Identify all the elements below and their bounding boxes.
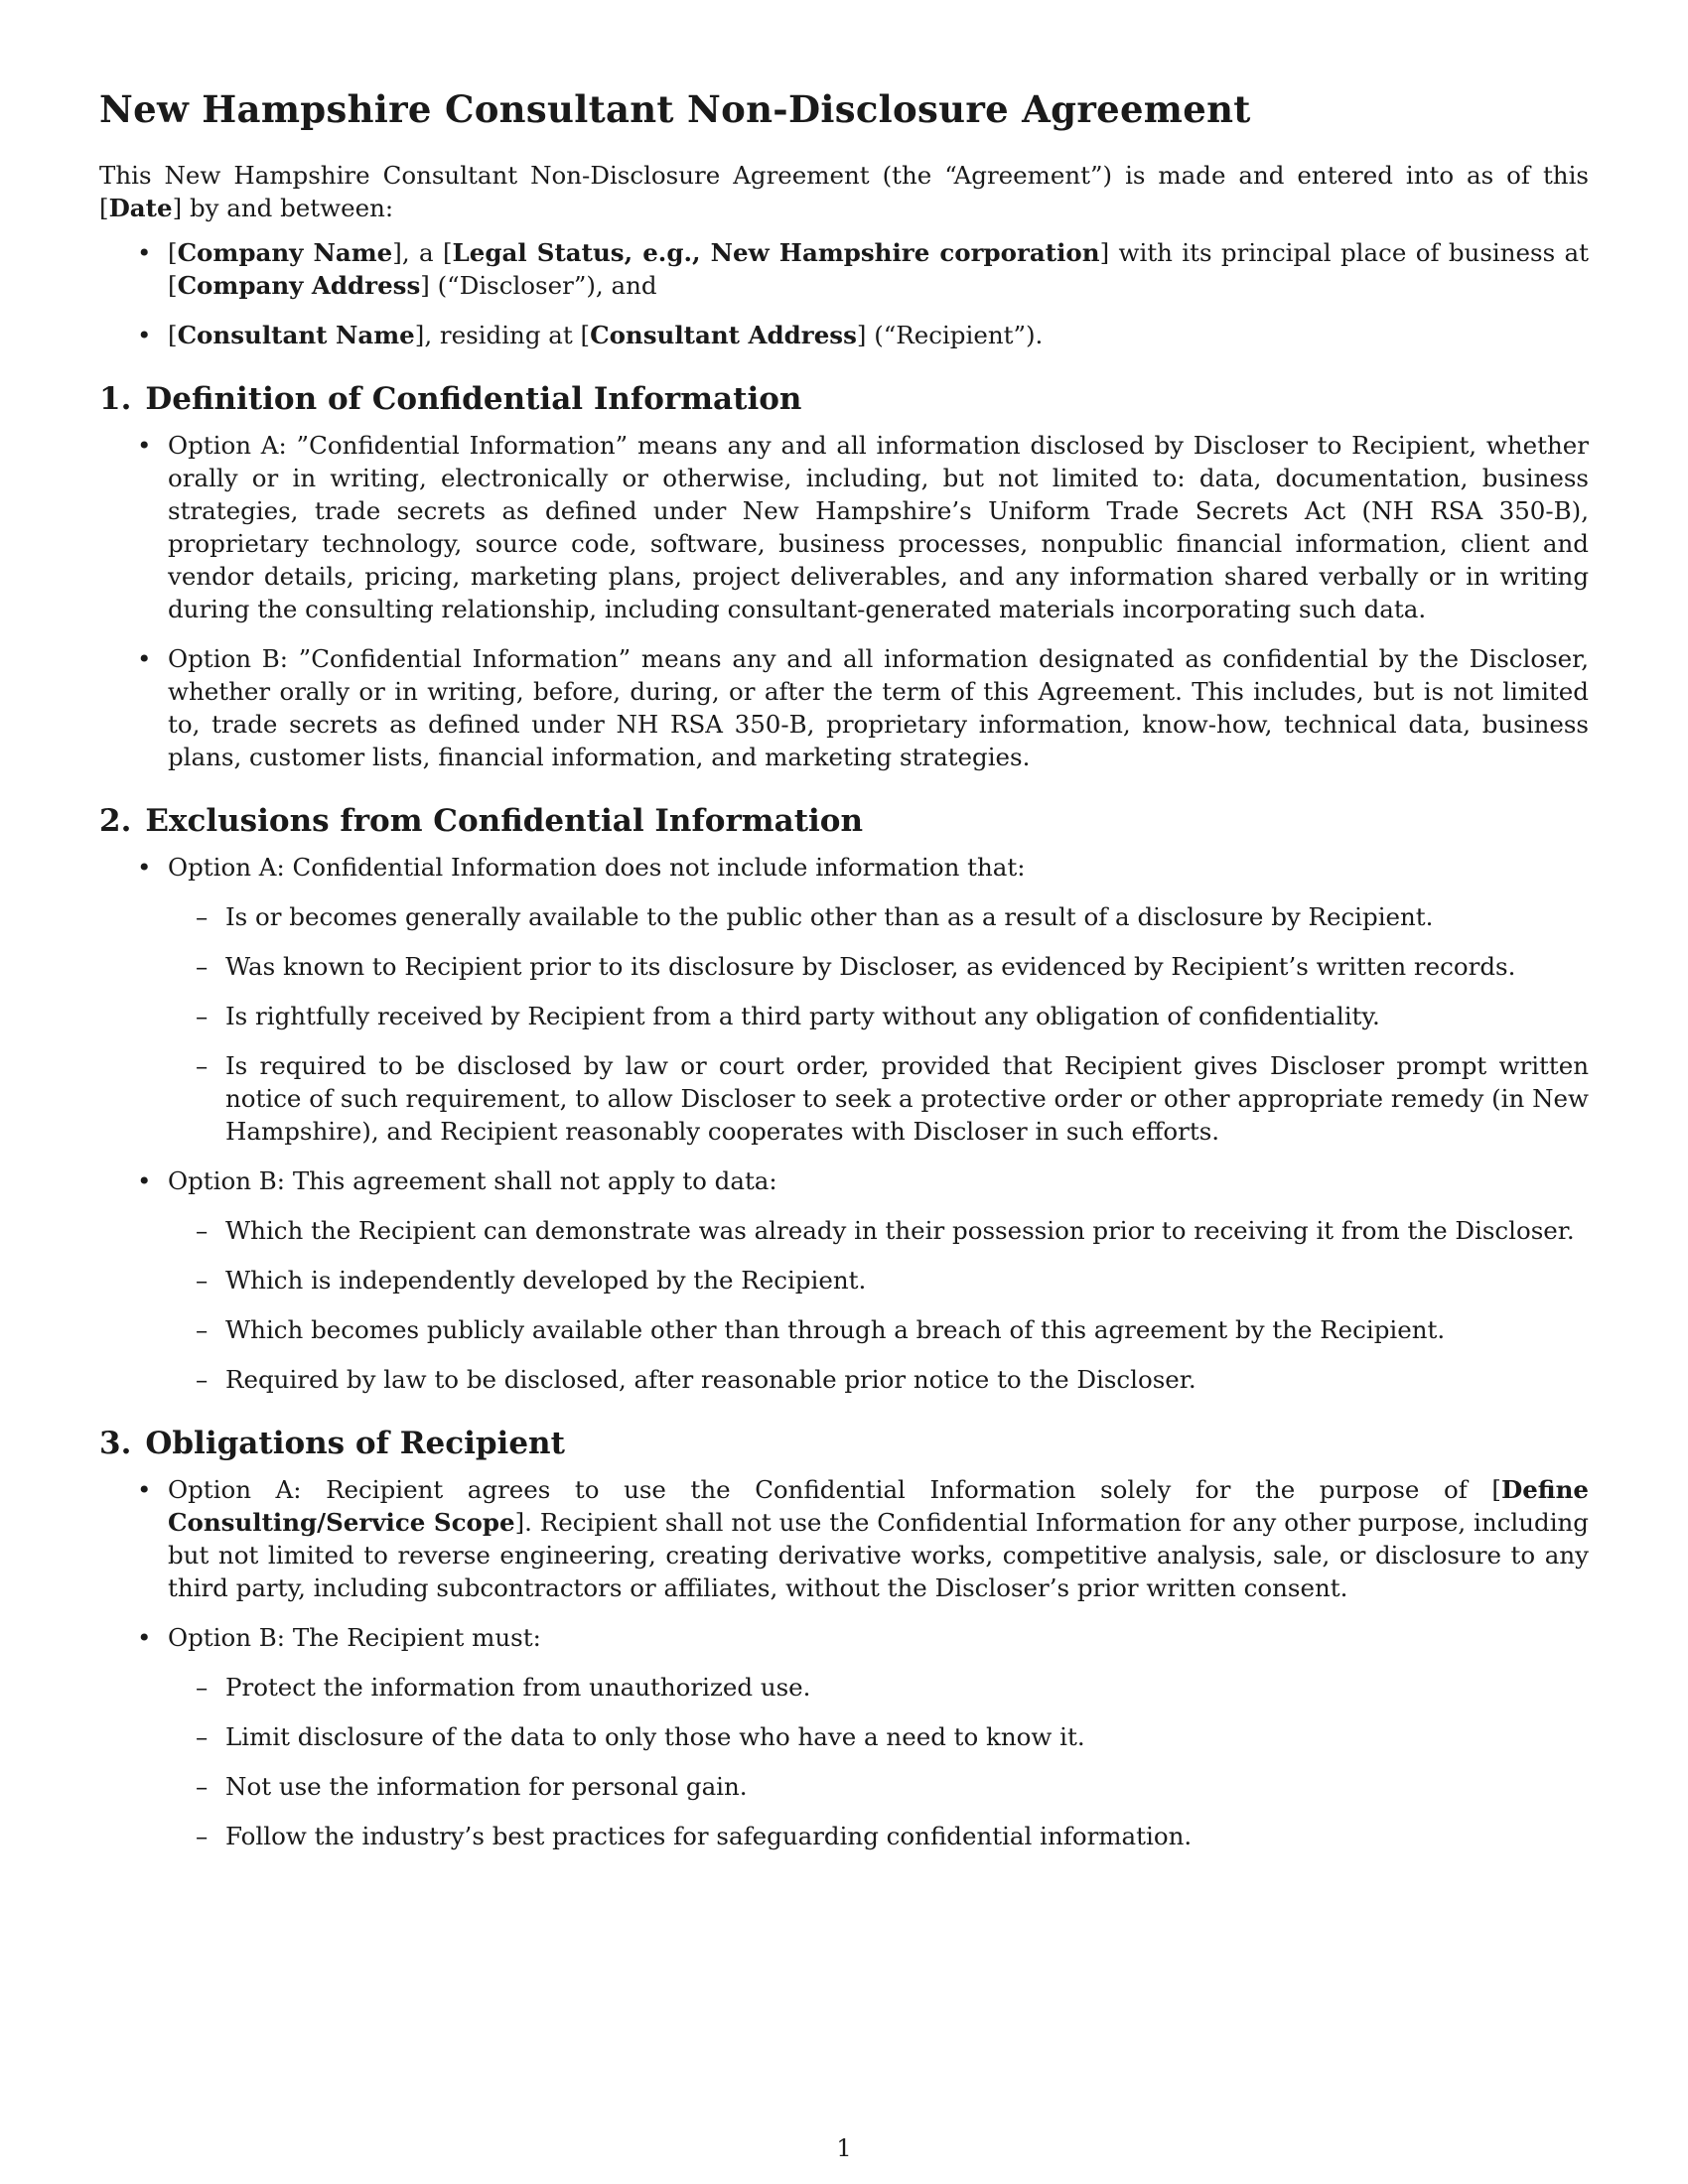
sub-item: [166, 1770, 1589, 1803]
bullet-icon: •: [137, 1166, 152, 1195]
section-title: Obligations of Recipient: [145, 1426, 565, 1461]
section-number: 1.: [99, 381, 132, 417]
sub-item: [166, 1049, 1589, 1148]
company-name-placeholder: Company Name: [177, 238, 393, 267]
option-item: [99, 429, 1589, 625]
party-recipient: [99, 319, 1589, 351]
option-text: ]. Recipient shall not use the Confidential Information for any other purpose, including but not limited to reverse engineering, creating derivative works, competitive analysis, sale, or disclosure to any third party, including subcontractors or affiliates, without the Discloser’s prior written consent.: [168, 1508, 1589, 1602]
section-options: [99, 1473, 1589, 1852]
sub-item: [166, 1000, 1589, 1032]
sub-list: [168, 1214, 1589, 1396]
sub-item: [166, 1820, 1589, 1852]
dash-icon: –: [196, 1673, 209, 1702]
intro-text: This New Hampshire Consultant Non-Disclosure Agreement (the “Agreement”) is made and entered into as of this [: [99, 161, 1589, 222]
party-discloser: [99, 236, 1589, 302]
bullet-icon: •: [137, 644, 152, 673]
document-title: New Hampshire Consultant Non-Disclosure Agreement: [99, 87, 1251, 131]
option-item: [99, 1621, 1589, 1852]
sub-item: [166, 900, 1589, 933]
section-heading: [99, 803, 1589, 839]
section-heading: [99, 381, 1589, 417]
option-text: Option A: Confidential Information does not include information that:: [168, 853, 1026, 882]
option-item: [99, 1164, 1589, 1396]
date-placeholder: Date: [108, 194, 173, 222]
intro-paragraph: [99, 159, 1589, 224]
section-number: 3.: [99, 1426, 132, 1461]
bullet-icon: •: [137, 431, 152, 460]
text-fragment: [: [168, 238, 178, 267]
parties-list: [99, 236, 1589, 351]
dash-icon: –: [196, 1315, 209, 1344]
option-text: Option B: ”Confidential Information” means any and all information designated as confidential by the Discloser, whether orally or in writing, before, during, or after the term of this Agreement. This includes, but is not limited to, trade secrets as defined under NH RSA 350-B, proprietary information, know-how, technical data, business plans, customer lists, financial information, and marketing strategies.: [168, 644, 1589, 771]
dash-icon: –: [196, 1216, 209, 1245]
sub-list: [168, 900, 1589, 1148]
sub-item-text: Is required to be disclosed by law or court order, provided that Recipient gives Discloser prompt written notice of such requirement, to allow Discloser to seek a protective order or other appropriate remedy (in New Hampshire), and Recipient reasonably cooperates with Discloser in such efforts.: [225, 1051, 1589, 1146]
scope-placeholder: Define Consulting/Service Scope: [168, 1475, 1589, 1537]
dash-icon: –: [196, 1822, 209, 1850]
text-fragment: ], a [: [392, 238, 453, 267]
sub-item-text: Required by law to be disclosed, after reasonable prior notice to the Discloser.: [225, 1365, 1196, 1394]
bullet-icon: •: [137, 1475, 152, 1504]
sub-item: [166, 1671, 1589, 1704]
bullet-icon: •: [137, 853, 152, 882]
option-item: [99, 642, 1589, 773]
option-item: [99, 851, 1589, 1148]
sub-item: [166, 1363, 1589, 1396]
sub-item-text: Is or becomes generally available to the public other than as a result of a disclosure by Recipient.: [225, 902, 1434, 931]
text-fragment: ], residing at [: [414, 321, 591, 349]
bullet-icon: •: [137, 1623, 152, 1652]
text-fragment: ] (“Discloser”), and: [420, 271, 657, 300]
consultant-address-placeholder: Consultant Address: [590, 321, 857, 349]
option-text: Option A: Recipient agrees to use the Confidential Information solely for the purpose of [: [168, 1475, 1501, 1504]
bullet-icon: •: [137, 321, 152, 349]
section-number: 2.: [99, 803, 132, 839]
sub-item-text: Which is independently developed by the Recipient.: [225, 1266, 867, 1295]
document-page: [99, 87, 1589, 1869]
bullet-icon: •: [137, 238, 152, 267]
consultant-name-placeholder: Consultant Name: [177, 321, 415, 349]
dash-icon: –: [196, 1002, 209, 1030]
dash-icon: –: [196, 902, 209, 931]
sub-item: [166, 1264, 1589, 1297]
section-options: [99, 851, 1589, 1396]
company-address-placeholder: Company Address: [177, 271, 421, 300]
sub-item: [166, 1214, 1589, 1247]
sub-item-text: Is rightfully received by Recipient from a third party without any obligation of confidentiality.: [225, 1002, 1380, 1030]
sub-item: [166, 950, 1589, 983]
sub-item: [166, 1720, 1589, 1753]
sub-item-text: Protect the information from unauthorized use.: [225, 1673, 811, 1702]
dash-icon: –: [196, 952, 209, 981]
section-heading: [99, 1426, 1589, 1461]
dash-icon: –: [196, 1365, 209, 1394]
text-fragment: [: [168, 321, 178, 349]
option-text: Option B: The Recipient must:: [168, 1623, 541, 1652]
intro-text-end: ] by and between:: [172, 194, 394, 222]
dash-icon: –: [196, 1266, 209, 1295]
legal-status-placeholder: Legal Status, e.g., New Hampshire corporation: [452, 238, 1100, 267]
sub-item-text: Follow the industry’s best practices for safeguarding confidential information.: [225, 1822, 1193, 1850]
sub-item-text: Was known to Recipient prior to its disclosure by Discloser, as evidenced by Recipient’s written records.: [225, 952, 1516, 981]
dash-icon: –: [196, 1722, 209, 1751]
section-title: Exclusions from Confidential Information: [145, 803, 864, 839]
option-text: Option B: This agreement shall not apply to data:: [168, 1166, 777, 1195]
sub-item-text: Limit disclosure of the data to only those who have a need to know it.: [225, 1722, 1085, 1751]
option-text: Option A: ”Confidential Information” means any and all information disclosed by Discloser to Recipient, whether orally or in writing, electronically or otherwise, including, but not limited to: data, documentation, business strategies, trade secrets as defined under New Hampshire’s Uniform Trade Secrets Act (NH RSA 350-B), proprietary technology, source code, software, business processes, nonpublic financial information, client and vendor details, pricing, marketing plans, project deliverables, and any information shared verbally or in writing during the consulting relationship, including consultant-generated materials incorporating such data.: [168, 431, 1589, 623]
sub-item-text: Which the Recipient can demonstrate was already in their possession prior to receiving it from the Discloser.: [225, 1216, 1575, 1245]
page-number: 1: [836, 2134, 852, 2162]
section-options: [99, 429, 1589, 773]
sub-item: [166, 1313, 1589, 1346]
sub-item-text: Not use the information for personal gain.: [225, 1772, 748, 1801]
dash-icon: –: [196, 1772, 209, 1801]
sub-item-text: Which becomes publicly available other than through a breach of this agreement by the Recipient.: [225, 1315, 1446, 1344]
text-fragment: ] with its principal place of business at [: [168, 238, 1589, 300]
section-title: Definition of Confidential Information: [145, 381, 802, 417]
option-item: [99, 1473, 1589, 1604]
dash-icon: –: [196, 1051, 209, 1080]
sub-list: [168, 1671, 1589, 1852]
text-fragment: ] (“Recipient”).: [856, 321, 1044, 349]
